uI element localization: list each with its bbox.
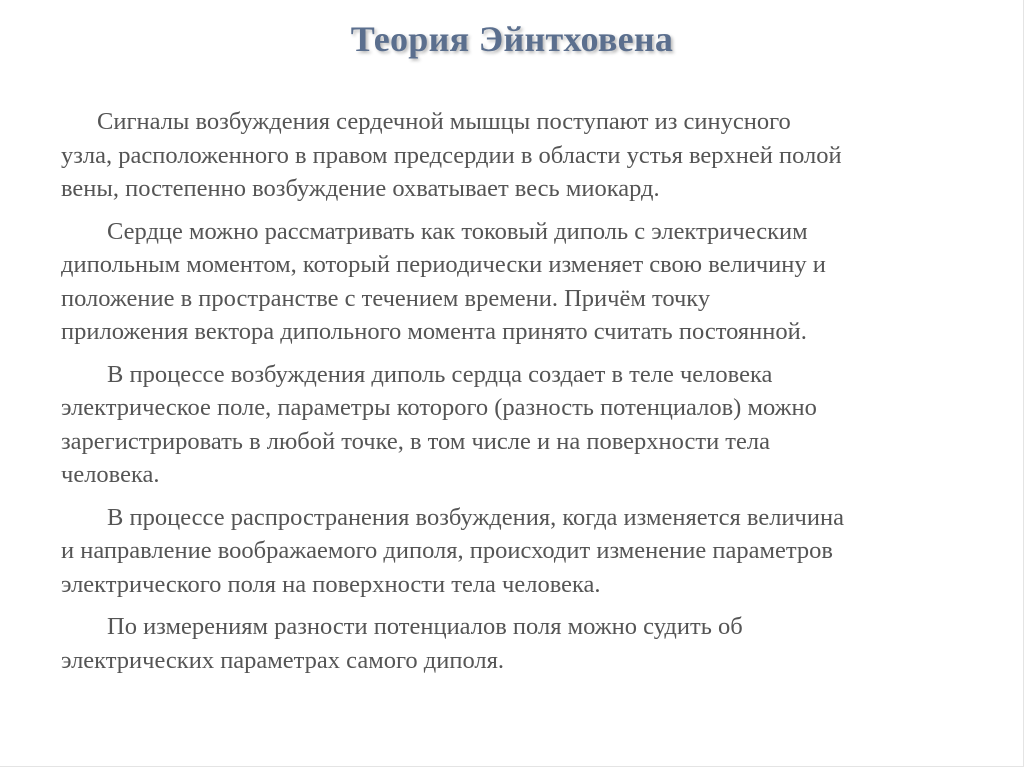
paragraph-potential-measurement: По измерениям разности потенциалов поля можно судить об электрических параметрах самого диполя. — [61, 613, 743, 674]
slide-body — [61, 105, 981, 686]
paragraph-current-dipole: Сердце можно рассматривать как токовый диполь с электрическим дипольным моментом, который периодически изменяет свою величину и положение в пространстве с течением времени. Причём точку приложения вектора дипольного момента принято считать постоянной. — [61, 217, 826, 345]
slide-title: Теория Эйнтховена — [350, 19, 674, 59]
paragraph-field-change: В процессе распространения возбуждения, когда изменяется величина и направление воображаемого диполя, происходит изменение параметров электрического поля на поверхности тела человека. — [61, 503, 844, 598]
paragraph-sinus-node: Сигналы возбуждения сердечной мышцы поступают из синусного узла, расположенного в правом предсердии в области устья верхней полой вены, постепенно возбуждение охватывает весь миокард. — [61, 108, 842, 202]
paragraph-electric-field: В процессе возбуждения диполь сердца создает в теле человека электрическое поле, параметры которого (разность потенциалов) можно зарегистрировать в любой точке, в том числе и на поверхности тела человека. — [61, 360, 817, 488]
